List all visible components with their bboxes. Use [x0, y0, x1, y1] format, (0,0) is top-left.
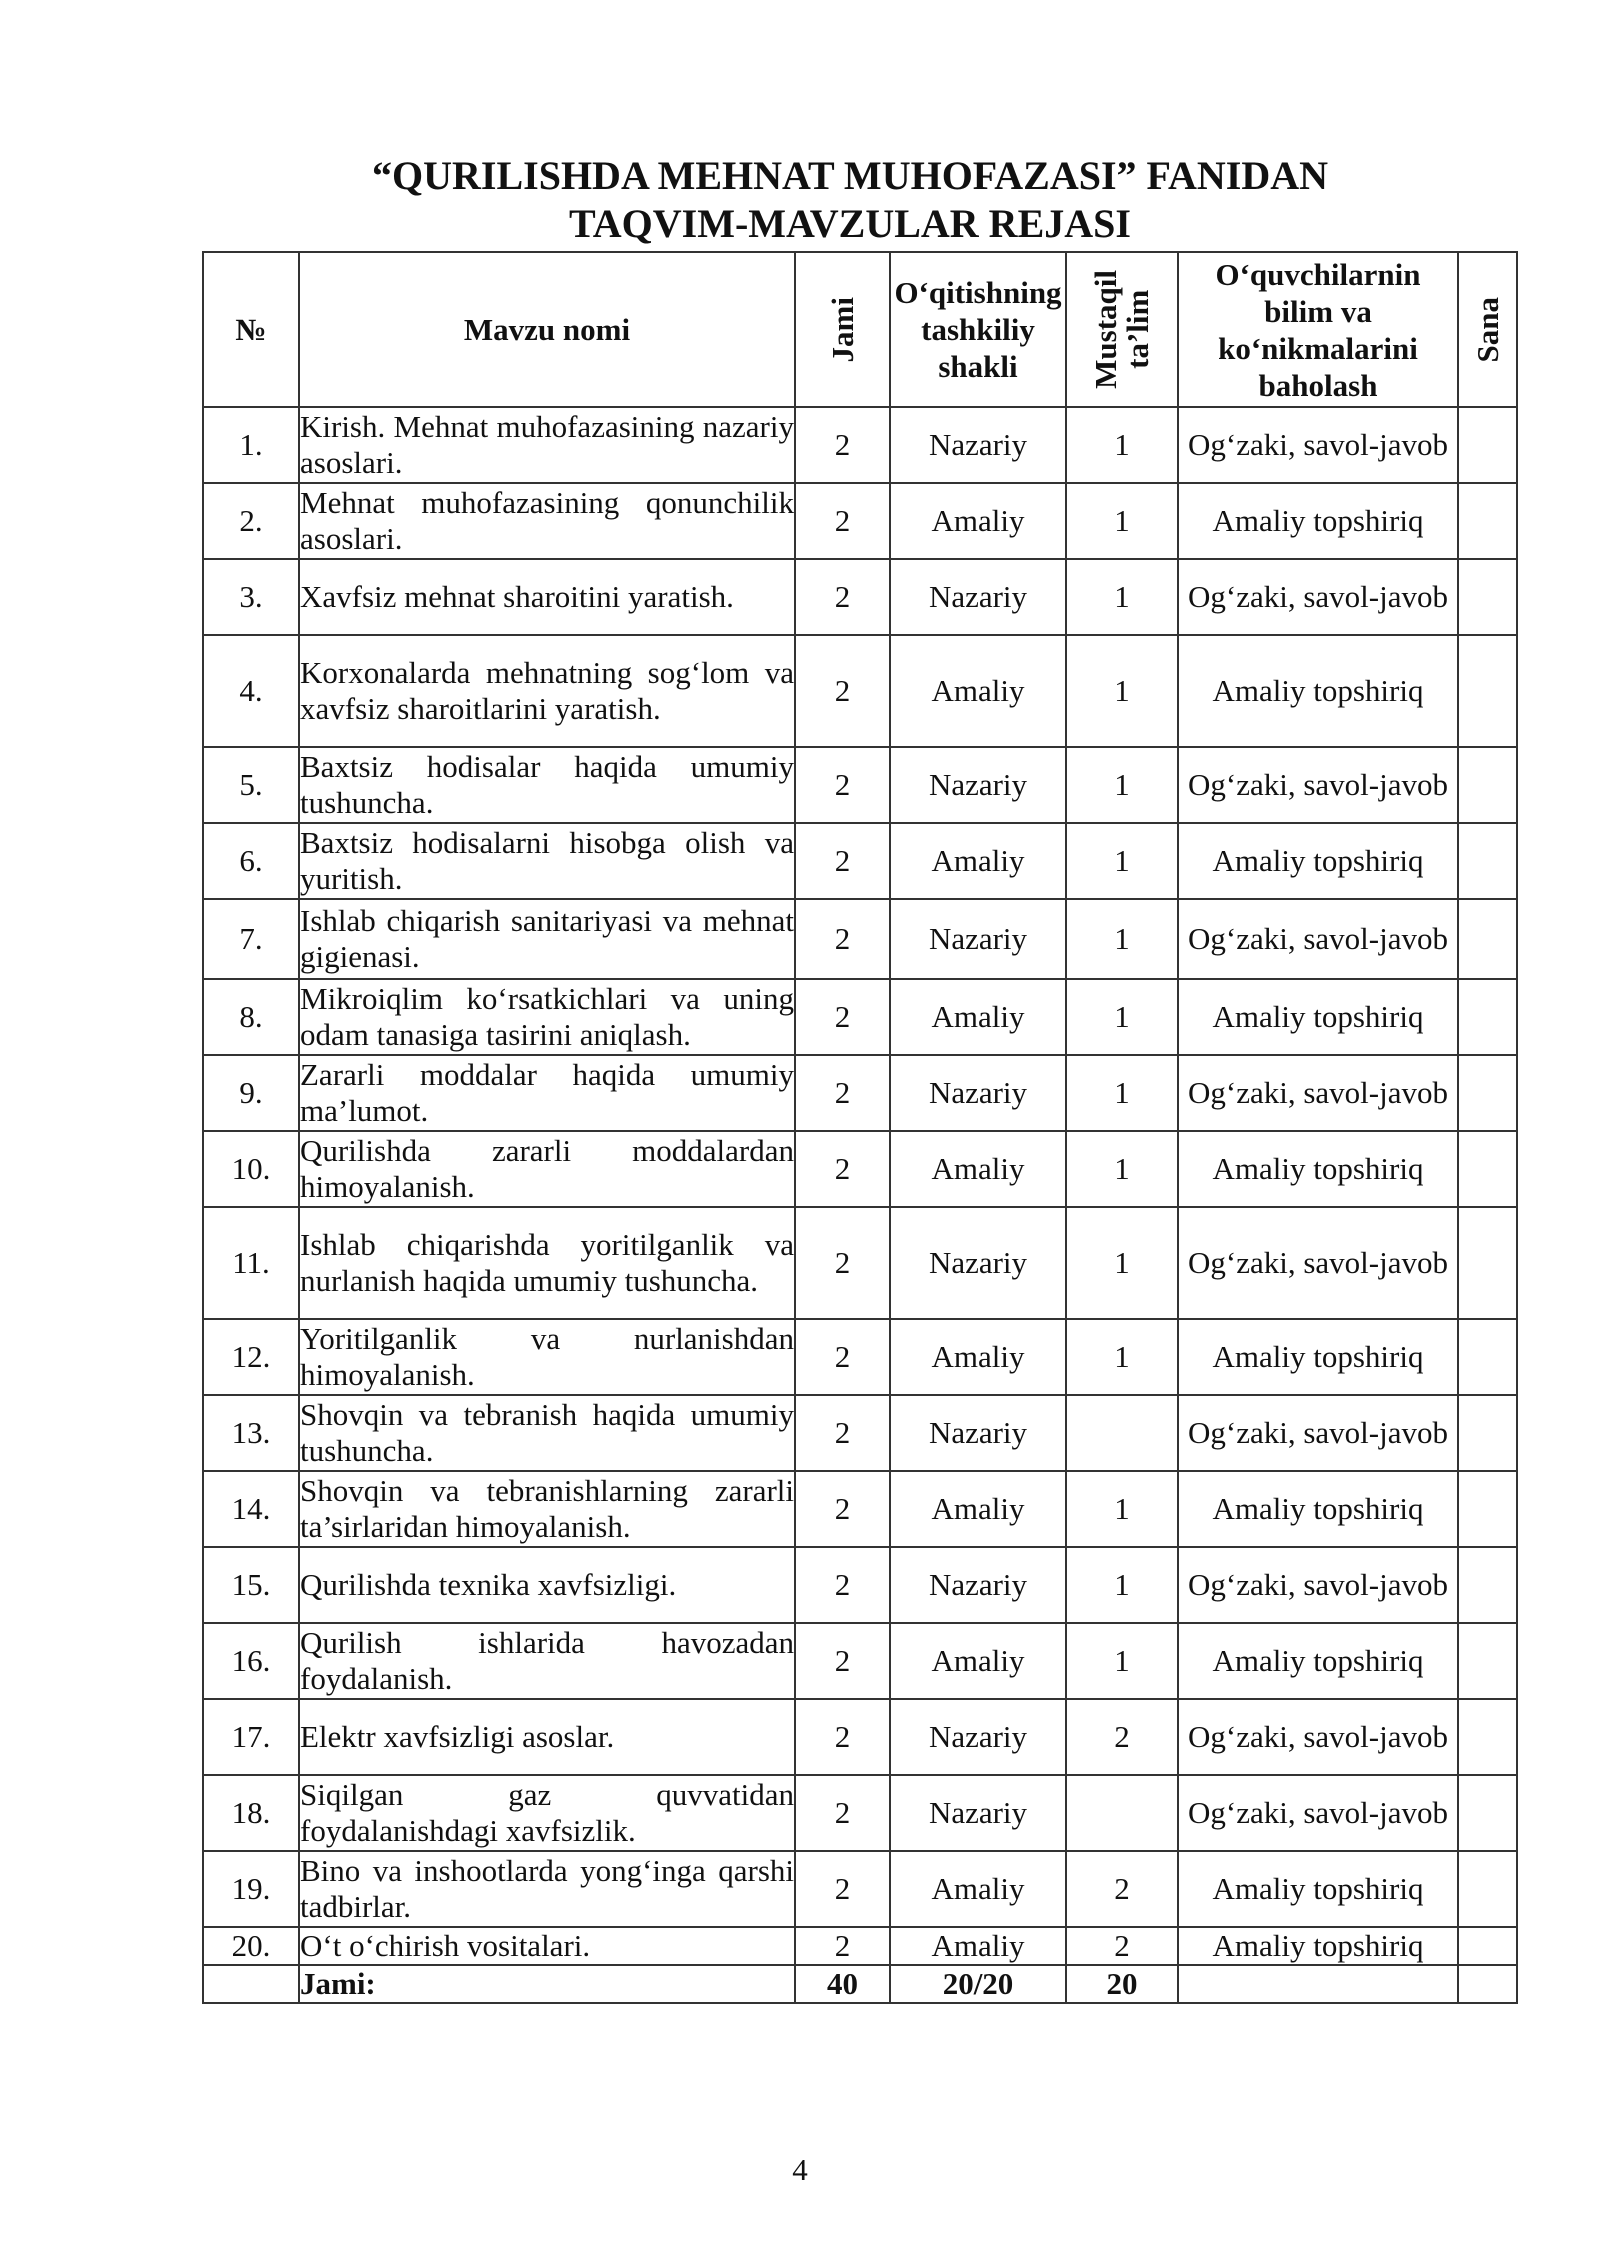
- row-topic: Korxonalarda mehnatning sog‘lom va xavfsiz sharoitlarini yaratish.: [299, 635, 795, 747]
- row-independent-hours: 1: [1066, 1623, 1178, 1699]
- row-date: [1458, 1319, 1517, 1395]
- row-date: [1458, 1623, 1517, 1699]
- row-number: 18.: [203, 1775, 299, 1851]
- table-row: [203, 1775, 1517, 1851]
- row-topic: Qurilish ishlarida havozadan foydalanish.: [299, 1623, 795, 1699]
- row-independent-hours: 1: [1066, 1131, 1178, 1207]
- row-lesson-form: Nazariy: [890, 1395, 1066, 1471]
- header-total: [795, 252, 890, 407]
- row-total-hours: 2: [795, 1471, 890, 1547]
- row-total-hours: 2: [795, 979, 890, 1055]
- row-date: [1458, 1395, 1517, 1471]
- row-independent-hours: 1: [1066, 1319, 1178, 1395]
- table-row: [203, 1623, 1517, 1699]
- row-assessment: Og‘zaki, savol-javob: [1178, 1207, 1458, 1319]
- row-number: 3.: [203, 559, 299, 635]
- row-independent-hours: 1: [1066, 635, 1178, 747]
- row-number: 9.: [203, 1055, 299, 1131]
- table-row: [203, 1131, 1517, 1207]
- row-date: [1458, 559, 1517, 635]
- totals-label: Jami:: [299, 1965, 795, 2003]
- row-total-hours: 2: [795, 1055, 890, 1131]
- header-date-text: Sana: [1470, 296, 1505, 363]
- row-date: [1458, 1055, 1517, 1131]
- row-independent-hours: 1: [1066, 559, 1178, 635]
- row-assessment: Amaliy topshiriq: [1178, 1927, 1458, 1965]
- table-row: [203, 1207, 1517, 1319]
- row-independent-hours: 1: [1066, 899, 1178, 979]
- row-assessment: Og‘zaki, savol-javob: [1178, 407, 1458, 483]
- table-row: [203, 899, 1517, 979]
- row-topic: Yoritilganlik va nurlanishdan himoyalanish.: [299, 1319, 795, 1395]
- row-total-hours: 2: [795, 559, 890, 635]
- row-date: [1458, 1851, 1517, 1927]
- totals-empty-number: [203, 1965, 299, 2003]
- row-number: 19.: [203, 1851, 299, 1927]
- row-date: [1458, 1699, 1517, 1775]
- row-total-hours: 2: [795, 635, 890, 747]
- row-independent-hours: 1: [1066, 823, 1178, 899]
- row-independent-hours: 1: [1066, 1471, 1178, 1547]
- row-lesson-form: Nazariy: [890, 1055, 1066, 1131]
- header-total-text: Jami: [825, 296, 860, 363]
- row-number: 6.: [203, 823, 299, 899]
- header-form: O‘qitishning tashkiliy shakli: [890, 252, 1066, 407]
- page-number: 4: [792, 2152, 808, 2187]
- row-lesson-form: Amaliy: [890, 979, 1066, 1055]
- row-independent-hours: 1: [1066, 407, 1178, 483]
- row-assessment: Amaliy topshiriq: [1178, 483, 1458, 559]
- table-row: [203, 483, 1517, 559]
- row-independent-hours: 1: [1066, 1207, 1178, 1319]
- table-row: [203, 1319, 1517, 1395]
- row-independent-hours: 1: [1066, 979, 1178, 1055]
- totals-independent-hours: 20: [1066, 1965, 1178, 2003]
- row-number: 12.: [203, 1319, 299, 1395]
- row-total-hours: 2: [795, 1927, 890, 1965]
- row-independent-hours: 1: [1066, 747, 1178, 823]
- row-independent-hours: 1: [1066, 1055, 1178, 1131]
- row-date: [1458, 1775, 1517, 1851]
- row-assessment: Amaliy topshiriq: [1178, 979, 1458, 1055]
- header-independent: [1066, 252, 1178, 407]
- row-topic: O‘t o‘chirish vositalari.: [299, 1927, 795, 1965]
- row-number: 20.: [203, 1927, 299, 1965]
- row-date: [1458, 899, 1517, 979]
- table-body: [203, 407, 1517, 2003]
- row-assessment: Amaliy topshiriq: [1178, 823, 1458, 899]
- row-lesson-form: Nazariy: [890, 747, 1066, 823]
- row-total-hours: 2: [795, 1131, 890, 1207]
- row-number: 17.: [203, 1699, 299, 1775]
- table-row: [203, 1055, 1517, 1131]
- row-total-hours: 2: [795, 1775, 890, 1851]
- row-date: [1458, 1207, 1517, 1319]
- table-row: [203, 1547, 1517, 1623]
- row-lesson-form: Amaliy: [890, 635, 1066, 747]
- table-row: [203, 559, 1517, 635]
- table-row: [203, 1395, 1517, 1471]
- row-lesson-form: Amaliy: [890, 823, 1066, 899]
- table-row: [203, 979, 1517, 1055]
- table-row: [203, 407, 1517, 483]
- row-lesson-form: Nazariy: [890, 1547, 1066, 1623]
- row-date: [1458, 979, 1517, 1055]
- row-lesson-form: Amaliy: [890, 1319, 1066, 1395]
- row-number: 8.: [203, 979, 299, 1055]
- lesson-plan-table: [202, 251, 1518, 2004]
- row-lesson-form: Nazariy: [890, 559, 1066, 635]
- row-total-hours: 2: [795, 1699, 890, 1775]
- row-lesson-form: Amaliy: [890, 1623, 1066, 1699]
- row-independent-hours: [1066, 1395, 1178, 1471]
- row-topic: Baxtsiz hodisalar haqida umumiy tushuncha.: [299, 747, 795, 823]
- header-topic: Mavzu nomi: [299, 252, 795, 407]
- row-independent-hours: 1: [1066, 1547, 1178, 1623]
- document-title-line-2: TAQVIM-MAVZULAR REJASI: [569, 201, 1131, 246]
- row-assessment: Og‘zaki, savol-javob: [1178, 1055, 1458, 1131]
- row-date: [1458, 407, 1517, 483]
- row-lesson-form: Amaliy: [890, 483, 1066, 559]
- row-total-hours: 2: [795, 823, 890, 899]
- row-lesson-form: Amaliy: [890, 1927, 1066, 1965]
- row-assessment: Og‘zaki, savol-javob: [1178, 899, 1458, 979]
- row-date: [1458, 1131, 1517, 1207]
- table-row: [203, 1927, 1517, 1965]
- header-independent-line1: Mustaqil: [1088, 270, 1123, 389]
- row-topic: Shovqin va tebranishlarning zararli ta’sirlaridan himoyalanish.: [299, 1471, 795, 1547]
- row-number: 10.: [203, 1131, 299, 1207]
- row-date: [1458, 823, 1517, 899]
- row-date: [1458, 1471, 1517, 1547]
- row-topic: Xavfsiz mehnat sharoitini yaratish.: [299, 559, 795, 635]
- row-assessment: Og‘zaki, savol-javob: [1178, 1699, 1458, 1775]
- header-number: №: [203, 252, 299, 407]
- table-row: [203, 1699, 1517, 1775]
- row-lesson-form: Amaliy: [890, 1131, 1066, 1207]
- row-total-hours: 2: [795, 1851, 890, 1927]
- row-assessment: Og‘zaki, savol-javob: [1178, 559, 1458, 635]
- row-total-hours: 2: [795, 1547, 890, 1623]
- row-assessment: Og‘zaki, savol-javob: [1178, 1395, 1458, 1471]
- totals-empty-date: [1458, 1965, 1517, 2003]
- row-total-hours: 2: [795, 747, 890, 823]
- table-row: [203, 635, 1517, 747]
- row-topic: Elektr xavfsizligi asoslar.: [299, 1699, 795, 1775]
- row-assessment: Amaliy topshiriq: [1178, 1471, 1458, 1547]
- row-assessment: Amaliy topshiriq: [1178, 1851, 1458, 1927]
- totals-row: [203, 1965, 1517, 2003]
- row-assessment: Amaliy topshiriq: [1178, 1131, 1458, 1207]
- row-independent-hours: 2: [1066, 1851, 1178, 1927]
- row-lesson-form: Amaliy: [890, 1471, 1066, 1547]
- row-total-hours: 2: [795, 1395, 890, 1471]
- row-assessment: Amaliy topshiriq: [1178, 635, 1458, 747]
- row-number: 1.: [203, 407, 299, 483]
- header-independent-line2: ta’lim: [1120, 289, 1155, 370]
- row-topic: Zararli moddalar haqida umumiy ma’lumot.: [299, 1055, 795, 1131]
- row-topic: Kirish. Mehnat muhofazasining nazariy asoslari.: [299, 407, 795, 483]
- row-topic: Siqilgan gaz quvvatidan foydalanishdagi xavfsizlik.: [299, 1775, 795, 1851]
- row-date: [1458, 483, 1517, 559]
- row-total-hours: 2: [795, 407, 890, 483]
- totals-total-hours: 40: [795, 1965, 890, 2003]
- row-lesson-form: Nazariy: [890, 899, 1066, 979]
- row-total-hours: 2: [795, 1319, 890, 1395]
- row-number: 5.: [203, 747, 299, 823]
- row-independent-hours: [1066, 1775, 1178, 1851]
- row-lesson-form: Nazariy: [890, 1207, 1066, 1319]
- row-number: 2.: [203, 483, 299, 559]
- row-total-hours: 2: [795, 899, 890, 979]
- row-assessment: Og‘zaki, savol-javob: [1178, 747, 1458, 823]
- row-lesson-form: Amaliy: [890, 1851, 1066, 1927]
- row-number: 14.: [203, 1471, 299, 1547]
- row-assessment: Og‘zaki, savol-javob: [1178, 1547, 1458, 1623]
- row-date: [1458, 1927, 1517, 1965]
- row-number: 4.: [203, 635, 299, 747]
- row-topic: Mikroiqlim ko‘rsatkichlari va uning odam tanasiga tasirini aniqlash.: [299, 979, 795, 1055]
- header-independent-text: [1090, 270, 1154, 389]
- table-row: [203, 1471, 1517, 1547]
- row-number: 15.: [203, 1547, 299, 1623]
- row-topic: Baxtsiz hodisalarni hisobga olish va yuritish.: [299, 823, 795, 899]
- table-row: [203, 1851, 1517, 1927]
- table-row: [203, 747, 1517, 823]
- row-number: 16.: [203, 1623, 299, 1699]
- row-independent-hours: 2: [1066, 1699, 1178, 1775]
- table-row: [203, 823, 1517, 899]
- header-assessment: O‘quvchilarnin bilim va ko‘nikmalarini baholash: [1178, 252, 1458, 407]
- header-row: [203, 252, 1517, 407]
- row-topic: Qurilishda zararli moddalardan himoyalanish.: [299, 1131, 795, 1207]
- row-number: 11.: [203, 1207, 299, 1319]
- row-number: 7.: [203, 899, 299, 979]
- row-assessment: Og‘zaki, savol-javob: [1178, 1775, 1458, 1851]
- row-independent-hours: 2: [1066, 1927, 1178, 1965]
- row-lesson-form: Nazariy: [890, 1775, 1066, 1851]
- row-topic: Qurilishda texnika xavfsizligi.: [299, 1547, 795, 1623]
- row-topic: Ishlab chiqarish sanitariyasi va mehnat gigienasi.: [299, 899, 795, 979]
- document-title-line-1: “QURILISHDA MEHNAT MUHOFAZASI” FANIDAN: [372, 153, 1328, 198]
- row-topic: Shovqin va tebranish haqida umumiy tushuncha.: [299, 1395, 795, 1471]
- row-total-hours: 2: [795, 1623, 890, 1699]
- row-lesson-form: Nazariy: [890, 1699, 1066, 1775]
- row-assessment: Amaliy topshiriq: [1178, 1319, 1458, 1395]
- row-total-hours: 2: [795, 483, 890, 559]
- row-topic: Bino va inshootlarda yong‘inga qarshi tadbirlar.: [299, 1851, 795, 1927]
- row-total-hours: 2: [795, 1207, 890, 1319]
- row-independent-hours: 1: [1066, 483, 1178, 559]
- row-date: [1458, 1547, 1517, 1623]
- row-date: [1458, 635, 1517, 747]
- row-topic: Mehnat muhofazasining qonunchilik asoslari.: [299, 483, 795, 559]
- row-lesson-form: Nazariy: [890, 407, 1066, 483]
- header-date: [1458, 252, 1517, 407]
- row-date: [1458, 747, 1517, 823]
- row-topic: Ishlab chiqarishda yoritilganlik va nurlanish haqida umumiy tushuncha.: [299, 1207, 795, 1319]
- row-assessment: Amaliy topshiriq: [1178, 1623, 1458, 1699]
- totals-empty-assessment: [1178, 1965, 1458, 2003]
- row-number: 13.: [203, 1395, 299, 1471]
- totals-lesson-form: 20/20: [890, 1965, 1066, 2003]
